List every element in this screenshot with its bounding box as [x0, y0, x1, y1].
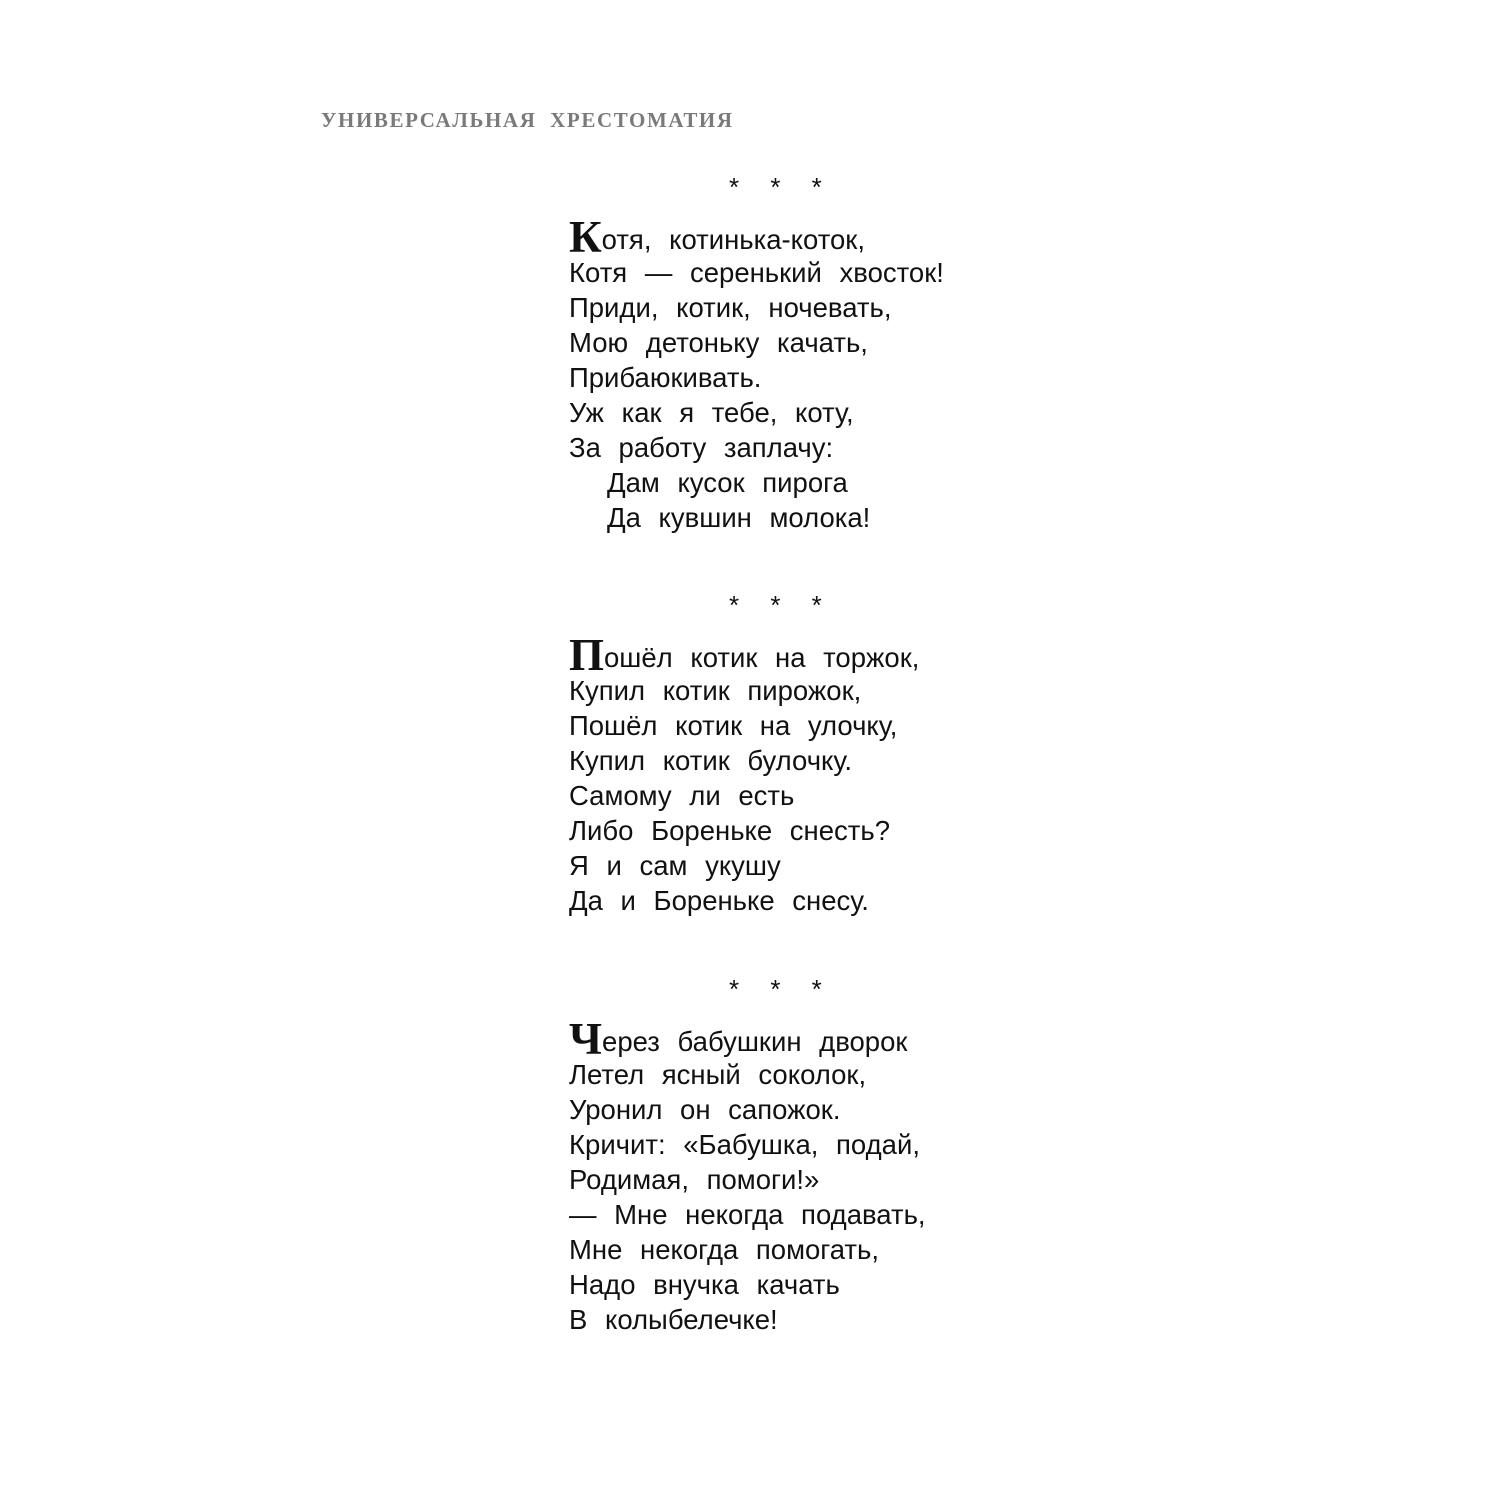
stanza-separator: * * *	[729, 590, 834, 620]
first-line-text: ерез бабушкин дворок	[602, 1026, 908, 1057]
poem-line-first	[569, 212, 944, 262]
poem-line: В колыбелечке!	[569, 1304, 778, 1335]
poem-line: Да и Бореньке снесу.	[569, 885, 869, 916]
drop-cap: К	[569, 212, 602, 262]
poem-line: Мне некогда помогать,	[569, 1234, 879, 1265]
poem-line: Я и сам укушу	[569, 850, 781, 881]
poem-line: Пошёл котик на улочку,	[569, 710, 898, 741]
poem-line: Котя — серенький хвосток!	[569, 257, 944, 288]
poem-line: Самому ли есть	[569, 780, 795, 811]
poem-lines	[569, 630, 920, 918]
poem-line: Купил котик булочку.	[569, 745, 853, 776]
poem-line-first	[569, 630, 920, 680]
first-line-text: отя, котинька-коток,	[601, 224, 865, 255]
poem-line: Родимая, помоги!»	[569, 1164, 820, 1195]
poem-lines	[569, 212, 944, 535]
poem-line: Уронил он сапожок.	[569, 1094, 841, 1125]
poem-line: Прибаюкивать.	[569, 362, 762, 393]
poem-line: Приди, котик, ночевать,	[569, 292, 892, 323]
poem-lines	[569, 1014, 926, 1337]
first-line-text: ошёл котик на торжок,	[604, 642, 920, 673]
poem-line: Летел ясный соколок,	[569, 1059, 867, 1090]
drop-cap: Ч	[569, 1014, 603, 1064]
poem-line: За работу заплачу:	[569, 432, 834, 463]
poem-line: Либо Бореньке снесть?	[569, 815, 891, 846]
stanza-separator: * * *	[729, 974, 834, 1004]
drop-cap: П	[569, 630, 605, 680]
poem-line: Уж как я тебе, коту,	[569, 397, 854, 428]
poem-line: Надо внучка качать	[569, 1269, 840, 1300]
running-header: УНИВЕРСАЛЬНАЯ ХРЕСТОМАТИЯ	[321, 108, 734, 132]
poem-line: Купил котик пирожок,	[569, 675, 862, 706]
poem-line: — Мне некогда подавать,	[569, 1199, 926, 1230]
poem-line: Мою детоньку качать,	[569, 327, 868, 358]
poem-line-indented: Дам кусок пирога	[607, 467, 848, 498]
poem-line-first	[569, 1014, 926, 1064]
poem-line-indented: Да кувшин молока!	[607, 502, 871, 533]
poem-line: Кричит: «Бабушка, подай,	[569, 1129, 920, 1160]
stanza-separator: * * *	[729, 172, 834, 202]
